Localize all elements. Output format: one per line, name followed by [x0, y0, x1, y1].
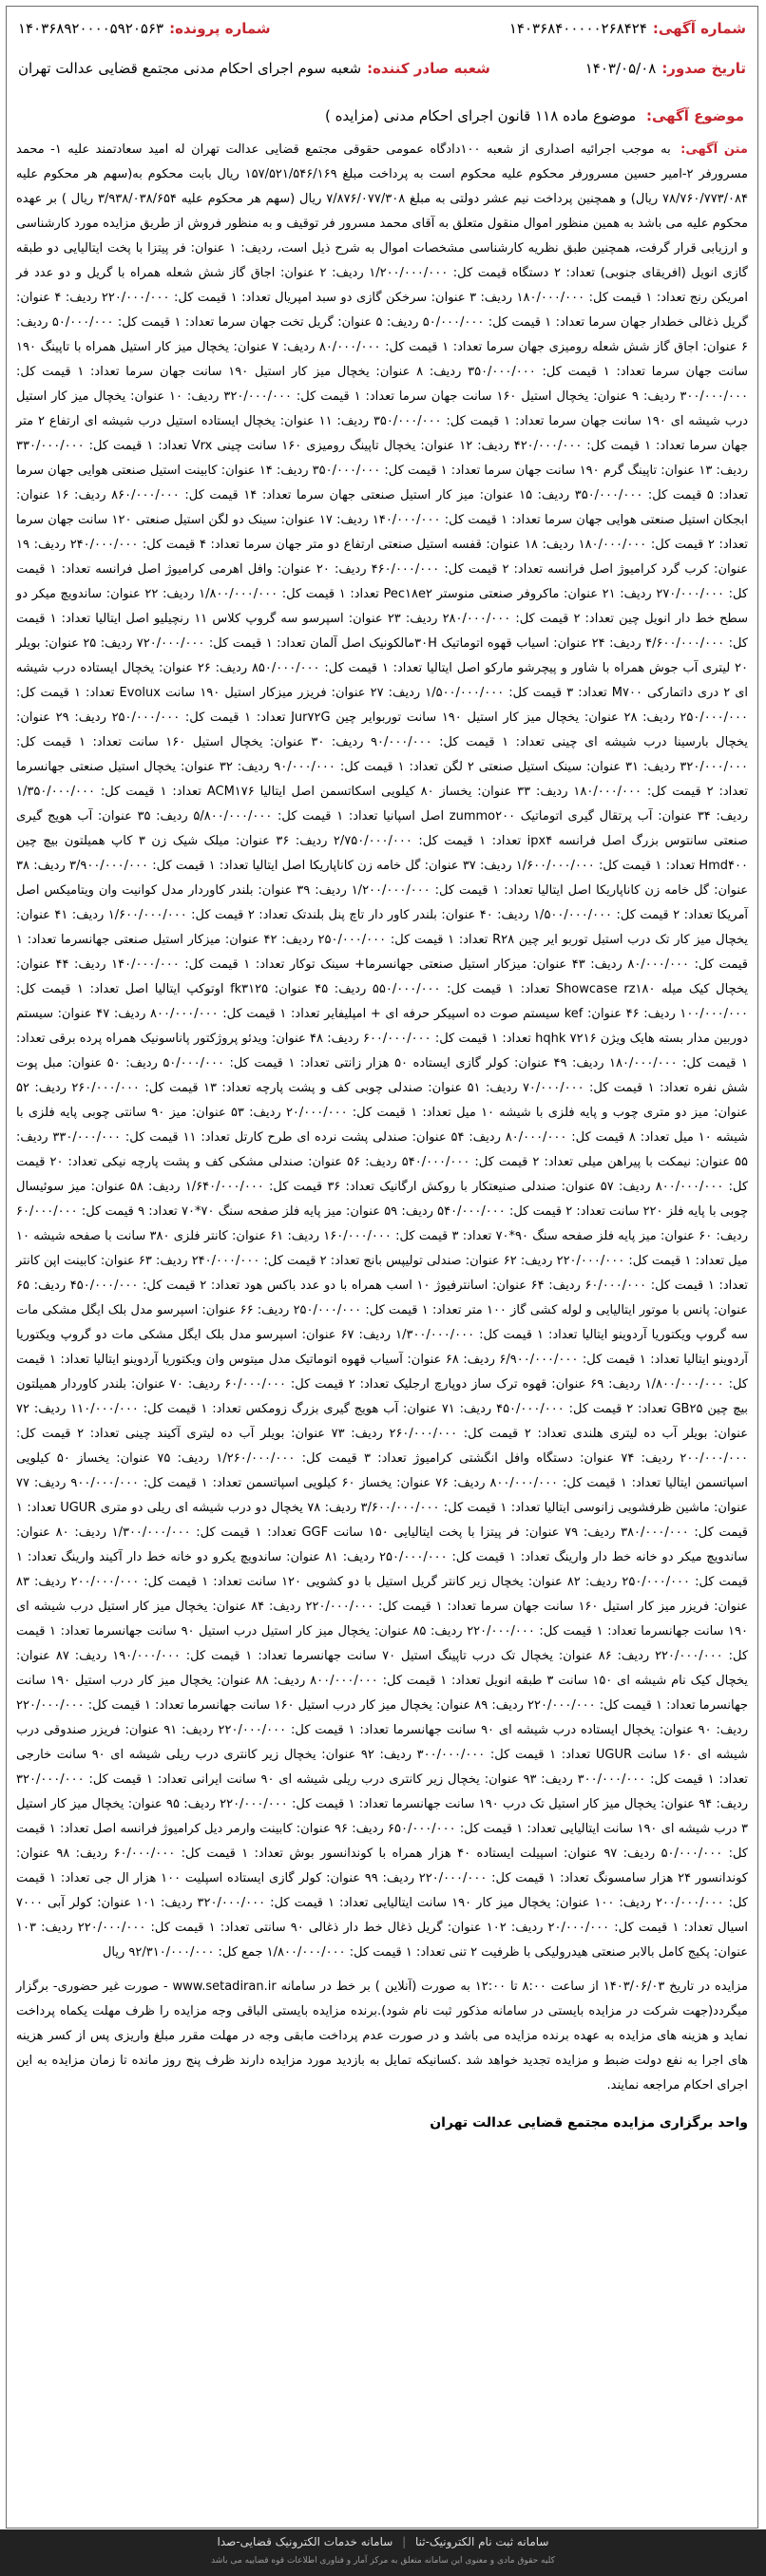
ad-number [509, 20, 746, 37]
footer-link-sana[interactable]: سامانه ثبت نام الکترونیک-ثنا [414, 2535, 549, 2548]
header-row-1 [18, 20, 746, 37]
issuing-branch [18, 60, 490, 77]
body-paragraph-1 [16, 138, 748, 1965]
ad-number-label: شماره آگهی: [652, 20, 746, 37]
page-footer [0, 2529, 766, 2576]
body-text: به موجب اجرائیه اصداری از شعبه ۱۰۰دادگاه عمومی حقوقی مجتمع قضایی عدالت تهران له امید سعادتمند علیه ۱- محمد مسرورفر ۲-امیر حسین مسرورفر محکوم علیه محکوم است به پرداخت مبلغ ۱۵۷/۵۲۱/۵۴۶/۱۶۹ ریال بابت محکوم به(سهم هر محکوم علیه ۷۸/۷۶۰/۷۷۳/۰۸۴ ریال) و همچنین پرداخت نیم عشر دولتی به مبلغ ۷/۸۷۶/۰۷۷/۳۰۸ ریال (سهم هر محکوم علیه ۳/۹۳۸/۰۳۸/۶۵۴ ریال ) بر عهده محکوم علیه می باشد به همین منظور اموال منقول متعلق به آقای محمد مسرور فر توقیف و به منظور فروش از طریق مزایده مورد کارشناسی و ارزیابی قرار گرفت، همچنین طبق نظریه کارشناسی مشخصات اموال به شرح ذیل است، ردیف: ۱ عنوان: فر پیتزا با پخت ایتالیایی دو طبقه گازی انویل (افریقای جنوبی) تعداد: ۲ دستگاه قیمت کل: ۱/۲۰۰/۰۰۰/۰۰۰ ردیف: ۲ عنوان: اجاق گاز شش شعله همراه با گریل و دو عدد فر امریکن رنج تعداد: ۱ قیمت کل: ۱۸۰/۰۰۰/۰۰۰ ردیف: ۳ عنوان: سرخکن گازی دو سبد امپریال تعداد: ۱ قیمت کل: ۲۲۰/۰۰۰/۰۰۰ ردیف: ۴ عنوان: گریل ذغالی خطدار جهان سرما تعداد: ۱ قیمت کل: ۵۰/۰۰۰/۰۰۰ ردیف: ۵ عنوان: گریل تخت جهان سرما تعداد: ۱ قیمت کل: ۵۰/۰۰۰/۰۰۰ ردیف: ۶ عنوان: اجاق گاز شش شعله رومیزی جهان سرما تعداد: ۱ قیمت کل: ۸۰/۰۰۰/۰۰۰ ردیف: ۷ عنوان: یخچال میز کار استیل همراه با تاپینگ ۱۹۰ سانت جهان سرما تعداد: ۱ قیمت کل: ۳۵۰/۰۰۰/۰۰۰ ردیف: ۸ عنوان: یخچال میز کار استیل ۱۹۰ سانت جهان سرما تعداد: ۱ قیمت کل: ۳۰۰/۰۰۰/۰۰۰ ردیف: ۹ عنوان: یخچال استیل ۱۶۰ سانت جهان سرما تعداد: ۱ قیمت کل: ۳۲۰/۰۰۰/۰۰۰ ردیف: ۱۰ عنوان: یخچال میز کار استیل درب شیشه ای ۱۹۰ سانت جهان سرما تعداد: ۱ قیمت کل: ۳۵۰/۰۰۰/۰۰۰ ردیف: ۱۱ عنوان: یخچال ایستاده استیل درب شیشه ای ارتفاع ۲ متر جهان سرما تعداد: ۱ قیمت کل: ۴۲۰/۰۰۰/۰۰۰ ردیف: ۱۲ عنوان: یخچال تاپینگ رومیزی ۱۶۰ سانت چینی Vrx تعداد: ۱ قیمت کل: ۳۳۰/۰۰۰/۰۰۰ ردیف: ۱۳ عنوان: تاپینگ گرم ۱۹۰ سانت جهان سرما تعداد: ۱ قیمت کل: ۳۵۰/۰۰۰/۰۰۰ ردیف: ۱۴ عنوان: کابینت استیل صنعتی هوایی جهان سرما تعداد: ۵ قیمت کل: ۳۵۰/۰۰۰/۰۰۰ ردیف: ۱۵ عنوان: میز کار استیل صنعتی جهان سرما تعداد: ۱۴ قیمت کل: ۸۶۰/۰۰۰/۰۰۰ ردیف: ۱۶ عنوان: ابجکان استیل صنعتی هوایی جهان سرما تعداد: ۱ قیمت کل: ۱۴۰/۰۰۰/۰۰۰ ردیف: ۱۷ عنوان: سینک دو لگن استیل صنعتی ۱۲۰ سانت جهان سرما تعداد: ۲ قیمت کل: ۱۸۰/۰۰۰/۰۰۰ ردیف: ۱۸ عنوان: قفسه استیل صنعتی ارتفاع دو متر جهان سرما تعداد: ۴ قیمت کل: ۲۴۰/۰۰۰/۰۰۰ ردیف: ۱۹ عنوان: کرب گرد کرامیوژ اصل فرانسه تعداد: ۲ قیمت کل: ۴۶۰/۰۰۰/۰۰۰ ردیف: ۲۰ عنوان: وافل اهرمی کرامیوژ اصل فرانسه تعداد: ۱ قیمت کل: ۲۷۰/۰۰۰/۰۰۰ ردیف: ۲۱ عنوان: ماکروفر صنعتی منوستر Pec۱۸e۲ تعداد: ۱ قیمت کل: ۱/۸۰۰/۰۰۰/۰۰۰ ردیف: ۲۲ عنوان: ساندویچ میکر دو سطح خط دار انویل چین تعداد: ۲ قیمت کل: ۲۸۰/۰۰۰/۰۰۰ ردیف: ۲۳ عنوان: اسپرسو سه گروپ کلاس ۱۱ رنچیلیو اصل ایتالیا تعداد: ۱ قیمت کل: ۴/۶۰۰/۰۰۰/۰۰۰ ردیف: ۲۴ عنوان: اسیاب قهوه اتوماتیک ۳۰Hمالکونیک اصل آلمان تعداد: ۱ قیمت کل: ۷۲۰/۰۰۰/۰۰۰ ردیف: ۲۵ عنوان: بویلر ۲۰ لیتری آب جوش همراه با شاور و پیچرشو مارکو اصل ایتالیا تعداد: ۱ قیمت کل: ۸۵۰/۰۰۰/۰۰۰ ردیف: ۲۶ عنوان: یخچال ایستاده درب شیشه ای ۲ دری داتمارکی M۷۰۰ تعداد: ۳ قیمت کل: ۱/۵۰۰/۰۰۰/۰۰۰ ردیف: ۲۷ عنوان: فریزر میزکار استیل ۱۹۰ سانت Evolux تعداد: ۱ قیمت کل: ۲۵۰/۰۰۰/۰۰۰ ردیف: ۲۸ عنوان: یخچال میز کار استیل ۱۹۰ سانت توربوایر چین Jur۷۲G تعداد: ۱ قیمت کل: ۲۵۰/۰۰۰/۰۰۰ ردیف: ۲۹ عنوان: یخچال بارسینا درب شیشه ای چینی تعداد: ۱ قیمت کل: ۹۰/۰۰۰/۰۰۰ ردیف: ۳۰ عنوان: یخچال استیل ۱۶۰ سانت تعداد: ۱ قیمت کل: ۳۲۰/۰۰۰/۰۰۰ ردیف: ۳۱ عنوان: سینک استیل صنعتی ۲ لگن تعداد: ۱ قیمت کل: ۹۰/۰۰۰/۰۰۰ ردیف: ۳۲ عنوان: یخچال استیل صنعتی جهانسرما تعداد: ۲ قیمت کل: ۱۸۰/۰۰۰/۰۰۰ ردیف: ۳۳ عنوان: یخساز ۸۰ کیلویی اسکاتسمن اصل ایتالیا ACM۱۷۶ تعداد: ۱ قیمت کل: ۱/۳۵۰/۰۰۰/۰۰۰ ردیف: ۳۴ عنوان: آب پرتقال گیری اتوماتیک zummo۲۰۰ اصل اسپانیا تعداد: ۱ قیمت کل: ۵/۸۰۰/۰۰۰/۰۰۰ ردیف: ۳۵ عنوان: آب هویج گیری صنعتی سانتوس بزرگ اصل فرانسه ipx۴ تعداد: ۱ قیمت کل: ۲/۷۵۰/۰۰۰/۰۰۰ ردیف: ۳۶ عنوان: میلک شیک زن ۳ کاپ همیلتون بیچ چین Hmd۴۰۰ تعداد: ۱ قیمت کل: ۱/۶۰۰/۰۰۰/۰۰۰ ردیف: ۳۷ عنوان: گل خامه زن کاناپاریکا اصل ایتالیا تعداد: ۱ قیمت کل: ۳/۹۰۰/۰۰۰/۰۰۰ ردیف: ۳۸ عنوان: گل خامه زن کاناپاریکا اصل ایتالیا تعداد: ۱ قیمت کل: ۱/۲۰۰/۰۰۰/۰۰۰ ردیف: ۳۹ عنوان: بلندر کاوردار مدل کوانیت وان ویتامیکس اصل آمریکا تعداد: ۲ قیمت کل: ۱/۵۰۰/۰۰۰/۰۰۰ ردیف: ۴۰ عنوان: بلندر کاور دار تاچ پنل بلندتک تعداد: ۲ قیمت کل: ۱/۶۰۰/۰۰۰/۰۰۰ ردیف: ۴۱ عنوان: یخچال میز کار تک درب استیل توربو ایر چین R۲۸ تعداد: ۱ قیمت کل: ۲۵۰/۰۰۰/۰۰۰ ردیف: ۴۲ عنوان: میزکار استیل صنعتی جهانسرما تعداد: ۱ قیمت کل: ۸۰/۰۰۰/۰۰۰ ردیف: ۴۳ عنوان: میزکار استیل صنعتی جهانسرما+ سینک توکار تعداد: ۱ قیمت کل: ۱۴۰/۰۰۰/۰۰۰ ردیف: ۴۴ عنوان: یخچال کیک میله Showcase rz۱۸۰ تعداد: ۱ قیمت کل: ۵۵۰/۰۰۰/۰۰۰ ردیف: ۴۵ عنوان: fk۳۱۲۵ اوتوکپ ایتالیا اصل تعداد: ۱ قیمت کل: ۱۰۰/۰۰۰/۰۰۰ ردیف: ۴۶ عنوان: kef سیستم صوت ده اسپیکر حرفه ای + امپلیفایر تعداد: ۱ قیمت کل: ۸۰۰/۰۰۰/۰۰۰ ردیف: ۴۷ عنوان: سیستم دوربین مدار بسته هایک ویژن ۷۲۱۶ hqhk تعداد: ۱ قیمت کل: ۶۰۰/۰۰۰/۰۰۰ ردیف: ۴۸ عنوان: ویدئو پروژکتور پاناسونیک همراه پرده برقی تعداد: ۱ قیمت کل: ۱۸۰/۰۰۰/۰۰۰ ردیف: ۴۹ عنوان: کولر گازی ایستاده ۵۰ هزار زانتی تعداد: ۱ قیمت کل: ۵۰/۰۰۰/۰۰۰ ردیف: ۵۰ عنوان: مبل پوت شش نفره تعداد: ۱ قیمت کل: ۷۰/۰۰۰/۰۰۰ ردیف: ۵۱ عنوان: صندلی چوبی کف و پشت پارچه تعداد: ۱۳ قیمت کل: ۲۶۰/۰۰۰/۰۰۰ ردیف: ۵۲ عنوان: میز دو متری چوب و پایه فلزی با شیشه ۱۰ میل تعداد: ۱ قیمت کل: ۲۰/۰۰۰/۰۰۰ ردیف: ۵۳ عنوان: میز ۹۰ سانتی چوبی پایه فلزی با شیشه ۱۰ میل تعداد: ۸ قیمت کل: ۸۰/۰۰۰/۰۰۰ ردیف: ۵۴ عنوان: صندلی پشت نرده ای طرح کارتل تعداد: ۱۱ قیمت کل: ۳۳۰/۰۰۰/۰۰۰ ردیف: ۵۵ عنوان: نیمکت با پیراهن میلی تعداد: ۲ قیمت کل: ۵۴۰/۰۰۰/۰۰۰ ردیف: ۵۶ عنوان: صندلی مشکی کف و پشت پارچه نیکی تعداد: ۲۰ قیمت کل: ۸۰۰/۰۰۰/۰۰۰ ردیف: ۵۷ عنوان: صندلی صنیعتکار با روکش ارگانیک تعداد: ۳۶ قیمت کل: ۱/۶۴۰/۰۰۰/۰۰۰ ردیف: ۵۸ عنوان: میز سوئیسال چوبی با پایه فلز ۲۲۰ سانت تعداد: ۲ قیمت کل: ۵۴۰/۰۰۰/۰۰۰ ردیف: ۵۹ عنوان: میز پایه فلز صفحه سنگ ۷۰*۷۰ تعداد: ۹ قیمت کل: ۶۰/۰۰۰/۰۰۰ ردیف: ۶۰ عنوان: میز پایه فلز صفحه سنگ ۹۰*۷۰ تعداد: ۳ قیمت کل: ۱۶۰/۰۰۰/۰۰۰ ردیف: ۶۱ عنوان: کانتر فلزی ۳۸۰ سانت با صفحه شیشه ۱۰ میل تعداد: ۱ قیمت کل: ۲۲۰/۰۰۰/۰۰۰ ردیف: ۶۲ عنوان: صندلی تولیپس بانج تعداد: ۲ قیمت کل: ۲۴۰/۰۰۰/۰۰۰ ردیف: ۶۳ عنوان: کابینت اپن کانتر تعداد: ۱ قیمت کل: ۶۰/۰۰۰/۰۰۰ ردیف: ۶۴ عنوان: اسانترفیوژ ۱۰ اسب همراه با دو عدد باکس هود تعداد: ۲ قیمت کل: ۴۵۰/۰۰۰/۰۰۰ ردیف: ۶۵ عنوان: پانس با موتور ایتالیایی و لوله کشی گاز ۱۰۰ متر تعداد: ۱ قیمت کل: ۲۵۰/۰۰۰/۰۰۰ ردیف: ۶۶ عنوان: اسپرسو مدل بلک ایگل مشکی مات سه گروپ ویکتوریا آردوینو ایتالیا تعداد: ۱ قیمت کل: ۱/۳۰۰/۰۰۰/۰۰۰ ردیف: ۶۷ عنوان: اسپرسو مدل بلک ایگل مشکی مات دو گروپ ویکتوریا آردوینو ایتالیا تعداد: ۱ قیمت کل: ۶/۹۰۰/۰۰۰/۰۰۰ ردیف: ۶۸ عنوان: آسیاب قهوه اتوماتیک مدل میتوس وان ویکتوریا آردوینو ایتالیا تعداد: ۱ قیمت کل: ۱/۸۰۰/۰۰۰/۰۰۰ ردیف: ۶۹ عنوان: قهوه ترک ساز دوپارچ ارجلیک تعداد: ۲ قیمت کل: ۶۰/۰۰۰/۰۰۰ ردیف: ۷۰ عنوان: بلندر کاوردار همیلتون بیچ چین GB۲۵ تعداد: ۲ قیمت کل: ۴۵۰/۰۰۰/۰۰۰ ردیف: ۷۱ عنوان: آب هویج گیری بزرگ زومکس تعداد: ۱ قیمت کل: ۱۱۰/۰۰۰/۰۰۰ ردیف: ۷۲ عنوان: بویلر آب ده لیتری هلندی تعداد: ۲ قیمت کل: ۲۶۰/۰۰۰/۰۰۰ ردیف: ۷۳ عنوان: بویلر آب ده لیتری آکیند چینی تعداد: ۲ قیمت کل: ۲۰۰/۰۰۰/۰۰۰ ردیف: ۷۴ عنوان: دستگاه وافل انگشتی کرامیوژ تعداد: ۳ قیمت کل: ۱/۲۶۰/۰۰۰/۰۰۰ ردیف: ۷۵ عنوان: یخساز ۵۰ کیلویی اسپاتسمن ایتالیا تعداد: ۱ قیمت کل: ۸۰۰/۰۰۰/۰۰۰ ردیف: ۷۶ عنوان: یخساز ۶۰ کیلویی اسپاتسمن تعداد: ۱ قیمت کل: ۹۰۰/۰۰۰/۰۰۰ ردیف: ۷۷ عنوان: ماشین ظرفشویی زانوسی ایتالیا تعداد: ۱ قیمت کل: ۳/۶۰۰/۰۰۰/۰۰۰ ردیف: ۷۸ یخچال دو درب شیشه ای ریلی دو متری UGUR تعداد: ۱ قیمت کل: ۳۸۰/۰۰۰/۰۰۰ ردیف: ۷۹ عنوان: فر پیتزا با پخت ایتالیایی ۱۵۰ سانت GGF تعداد: ۱ قیمت کل: ۱/۳۰۰/۰۰۰/۰۰۰ ردیف: ۸۰ عنوان: ساندویچ میکر دو خانه خط دار وارینگ تعداد: ۱ قیمت کل: ۲۵۰/۰۰۰/۰۰۰ ردیف: ۸۱ عنوان: ساندویچ یکرو دو خانه خط دار آکیند وارینگ تعداد: ۱ قیمت کل: ۲۵۰/۰۰۰/۰۰۰ ردیف: ۸۲ عنوان: یخچال زیر کانتر گریل استیل با دو کشویی ۱۲۰ سانت تعداد: ۱ قیمت کل: ۲۰۰/۰۰۰/۰۰۰ ردیف: ۸۳ عنوان: فریزر میز کار استیل ۱۶۰ سانت جهان سرما تعداد: ۱ قیمت کل: ۲۲۰/۰۰۰/۰۰۰ ردیف: ۸۴ عنوان: یخچال میز کار استیل درب شیشه ای ۱۹۰ سانت جهانسرما تعداد: ۱ قیمت کل: ۲۲۰/۰۰۰/۰۰۰ ردیف: ۸۵ عنوان: یخچال میز کار استیل درب استیل ۹۰ سانت جهانسرما تعداد: ۱ قیمت کل: ۲۲۰/۰۰۰/۰۰۰ ردیف: ۸۶ عنوان: یخچال تک درب تاپینگ استیل ۷۰ سانت جهانسرما تعداد: ۱ قیمت کل: ۱۹۰/۰۰۰/۰۰۰ ردیف: ۸۷ عنوان: یخچال کیک نام شیشه ای ۱۵۰ سانت ۳ طبقه انویل تعداد: ۱ قیمت کل: ۸۰۰/۰۰۰/۰۰۰ ردیف: ۸۸ عنوان: یخچال میز کار درب استیل ۱۹۰ سانت جهانسرما تعداد: ۱ قیمت کل: ۲۲۰/۰۰۰/۰۰۰ ردیف: ۸۹ عنوان: یخچال میز کار درب استیل ۱۶۰ سانت جهانسرما تعداد: ۱ قیمت کل: ۲۲۰/۰۰۰/۰۰۰ ردیف: ۹۰ عنوان: یخچال ایستاده درب شیشه ای ۹۰ سانت جهانسرما تعداد: ۱ قیمت کل: ۲۲۰/۰۰۰/۰۰۰ ردیف: ۹۱ عنوان: فریزر صندوقی درب شیشه ای ۱۶۰ سانت UGUR تعداد: ۱ قیمت کل: ۳۰۰/۰۰۰/۰۰۰ ردیف: ۹۲ عنوان: یخچال زیر کانتری درب ریلی شیشه ای ۹۰ سانت خارجی تعداد: ۱ قیمت کل: ۳۰۰/۰۰۰/۰۰۰ ردیف: ۹۳ عنوان: یخچال زیر کانتری درب ریلی شیشه ای ۹۰ سانت ایرانی تعداد: ۱ قیمت کل: ۳۲۰/۰۰۰/۰۰۰ ردیف: ۹۴ عنوان: یخچال میز کار استیل تک درب ۱۹۰ سانت جهانسرما تعداد: ۱ قیمت کل: ۲۲۰/۰۰۰/۰۰۰ ردیف: ۹۵ عنوان: یخچال میز کار استیل ۳ درب شیشه ای ۱۹۰ سانت ایتالیایی تعداد: ۱ قیمت کل: ۶۵۰/۰۰۰/۰۰۰ ردیف: ۹۶ عنوان: کابینت وارمر دیل کرامیوژ فرانسه اصل تعداد: ۱ قیمت کل: ۵۰/۰۰۰/۰۰۰ ردیف: ۹۷ عنوان: اسپیلت ایستاده ۴۰ هزار همراه با کوندانسور بوش تعداد: ۱ قیمت کل: ۶۰/۰۰۰/۰۰۰ ردیف: ۹۸ عنوان: کوندانسور ۲۴ هزار سامسونگ تعداد: ۱ قیمت کل: ۲۲۰/۰۰۰/۰۰۰ ردیف: ۹۹ عنوان: کولر گازی ایستاده اسپلیت ۱۰۰ هزار ال جی تعداد: ۱ قیمت کل: ۲۰۰/۰۰۰/۰۰۰ ردیف: ۱۰۰ عنوان: یخچال میز کار ۱۹۰ سانت ایتالیایی تعداد: ۱ قیمت کل: ۳۲۰/۰۰۰/۰۰۰ ردیف: ۱۰۱ عنوان: کولر آبی ۷۰۰۰ اسیال تعداد: ۱ قیمت کل: ۲۰/۰۰۰/۰۰۰ ردیف: ۱۰۲ عنوان: گریل ذغال خط دار ذغالی ۹۰ سانتی تعداد: ۱ قیمت کل: ۲۲۰/۰۰۰/۰۰۰ ردیف: ۱۰۳ عنوان: پکیج کامل بالابر صنعتی هیدرولیکی با ظرفیت ۲ تنی تعداد: ۱ قیمت کل: ۱/۸۰۰/۰۰۰/۰۰۰ جمع کل: ۹۲/۳۱۰/۰۰۰/۰۰۰ ریال [16, 142, 749, 1960]
case-number-value: ۱۴۰۳۶۸۹۲۰۰۰۰۵۹۲۰۵۶۳ [18, 20, 164, 37]
header-row-2 [18, 60, 746, 77]
issue-date-label: تاریخ صدور: [661, 60, 746, 77]
footer-separator: | [402, 2535, 407, 2548]
issue-date [585, 60, 746, 77]
notice-body [16, 138, 748, 2098]
issuing-branch-value: شعبه سوم اجرای احکام مدنی مجتمع قضایی عدالت تهران [18, 60, 362, 77]
footer-links [0, 2529, 766, 2548]
body-paragraph-2: مزایده در تاریخ ۱۴۰۳/۰۶/۰۳ از ساعت ۸:۰۰ تا ۱۲:۰۰ به صورت (آنلاین ) بر خط در سامانه www.setadiran.ir - صورت غیر حضوری- برگزار میگردد(جهت شرکت در مزایده بایستی در سامانه مذکور ثبت نام شود).برنده مزایده بایستی الباقی وجه مزایده را ظرف مهلت یکماه پرداخت نماید و هزینه های مزایده به عهده برنده مزایده می باشد و در صورت عدم پرداخت مابقی وجه در مهلت مقرر مبلغ واریزی پس از کسر هزینه های اجرا به نفع دولت ضبط و مزایده تجدید خواهد شد .کسانیکه تمایل به بازدید مورد مزایده دارند ظرف پنج روز مانده تا زمان مزایده به این اجرای احکام مراجعه نمایند. [16, 1979, 748, 2093]
signature: واحد برگزاری مزایده مجتمع قضایی عدالت تهران [430, 2115, 748, 2131]
footer-link-sada[interactable]: سامانه خدمات الکترونیک قضایی-صدا [217, 2535, 393, 2548]
notice-header [7, 7, 757, 98]
notice-topic [7, 98, 757, 130]
ad-number-value: ۱۴۰۳۶۸۴۰۰۰۰۰۲۶۸۴۲۴ [508, 20, 647, 37]
topic-label: موضوع آگهی: [645, 107, 744, 124]
topic-value: موضوع ماده ۱۱۸ قانون اجرای احکام مدنی (مزایده ) [324, 107, 637, 124]
case-number-label: شماره پرونده: [169, 20, 271, 37]
issue-date-value: ۱۴۰۳/۰۵/۰۸ [584, 60, 657, 77]
issuing-branch-label: شعبه صادر کننده: [367, 60, 490, 77]
notice-frame [6, 6, 758, 2529]
body-label: متن آگهی: [680, 142, 748, 157]
footer-copyright: کلیه حقوق مادی و معنوی این سامانه متعلق به مرکز آمار و فناوری اطلاعات قوه قضاییه می باشد [211, 2556, 555, 2566]
case-number [18, 20, 271, 37]
